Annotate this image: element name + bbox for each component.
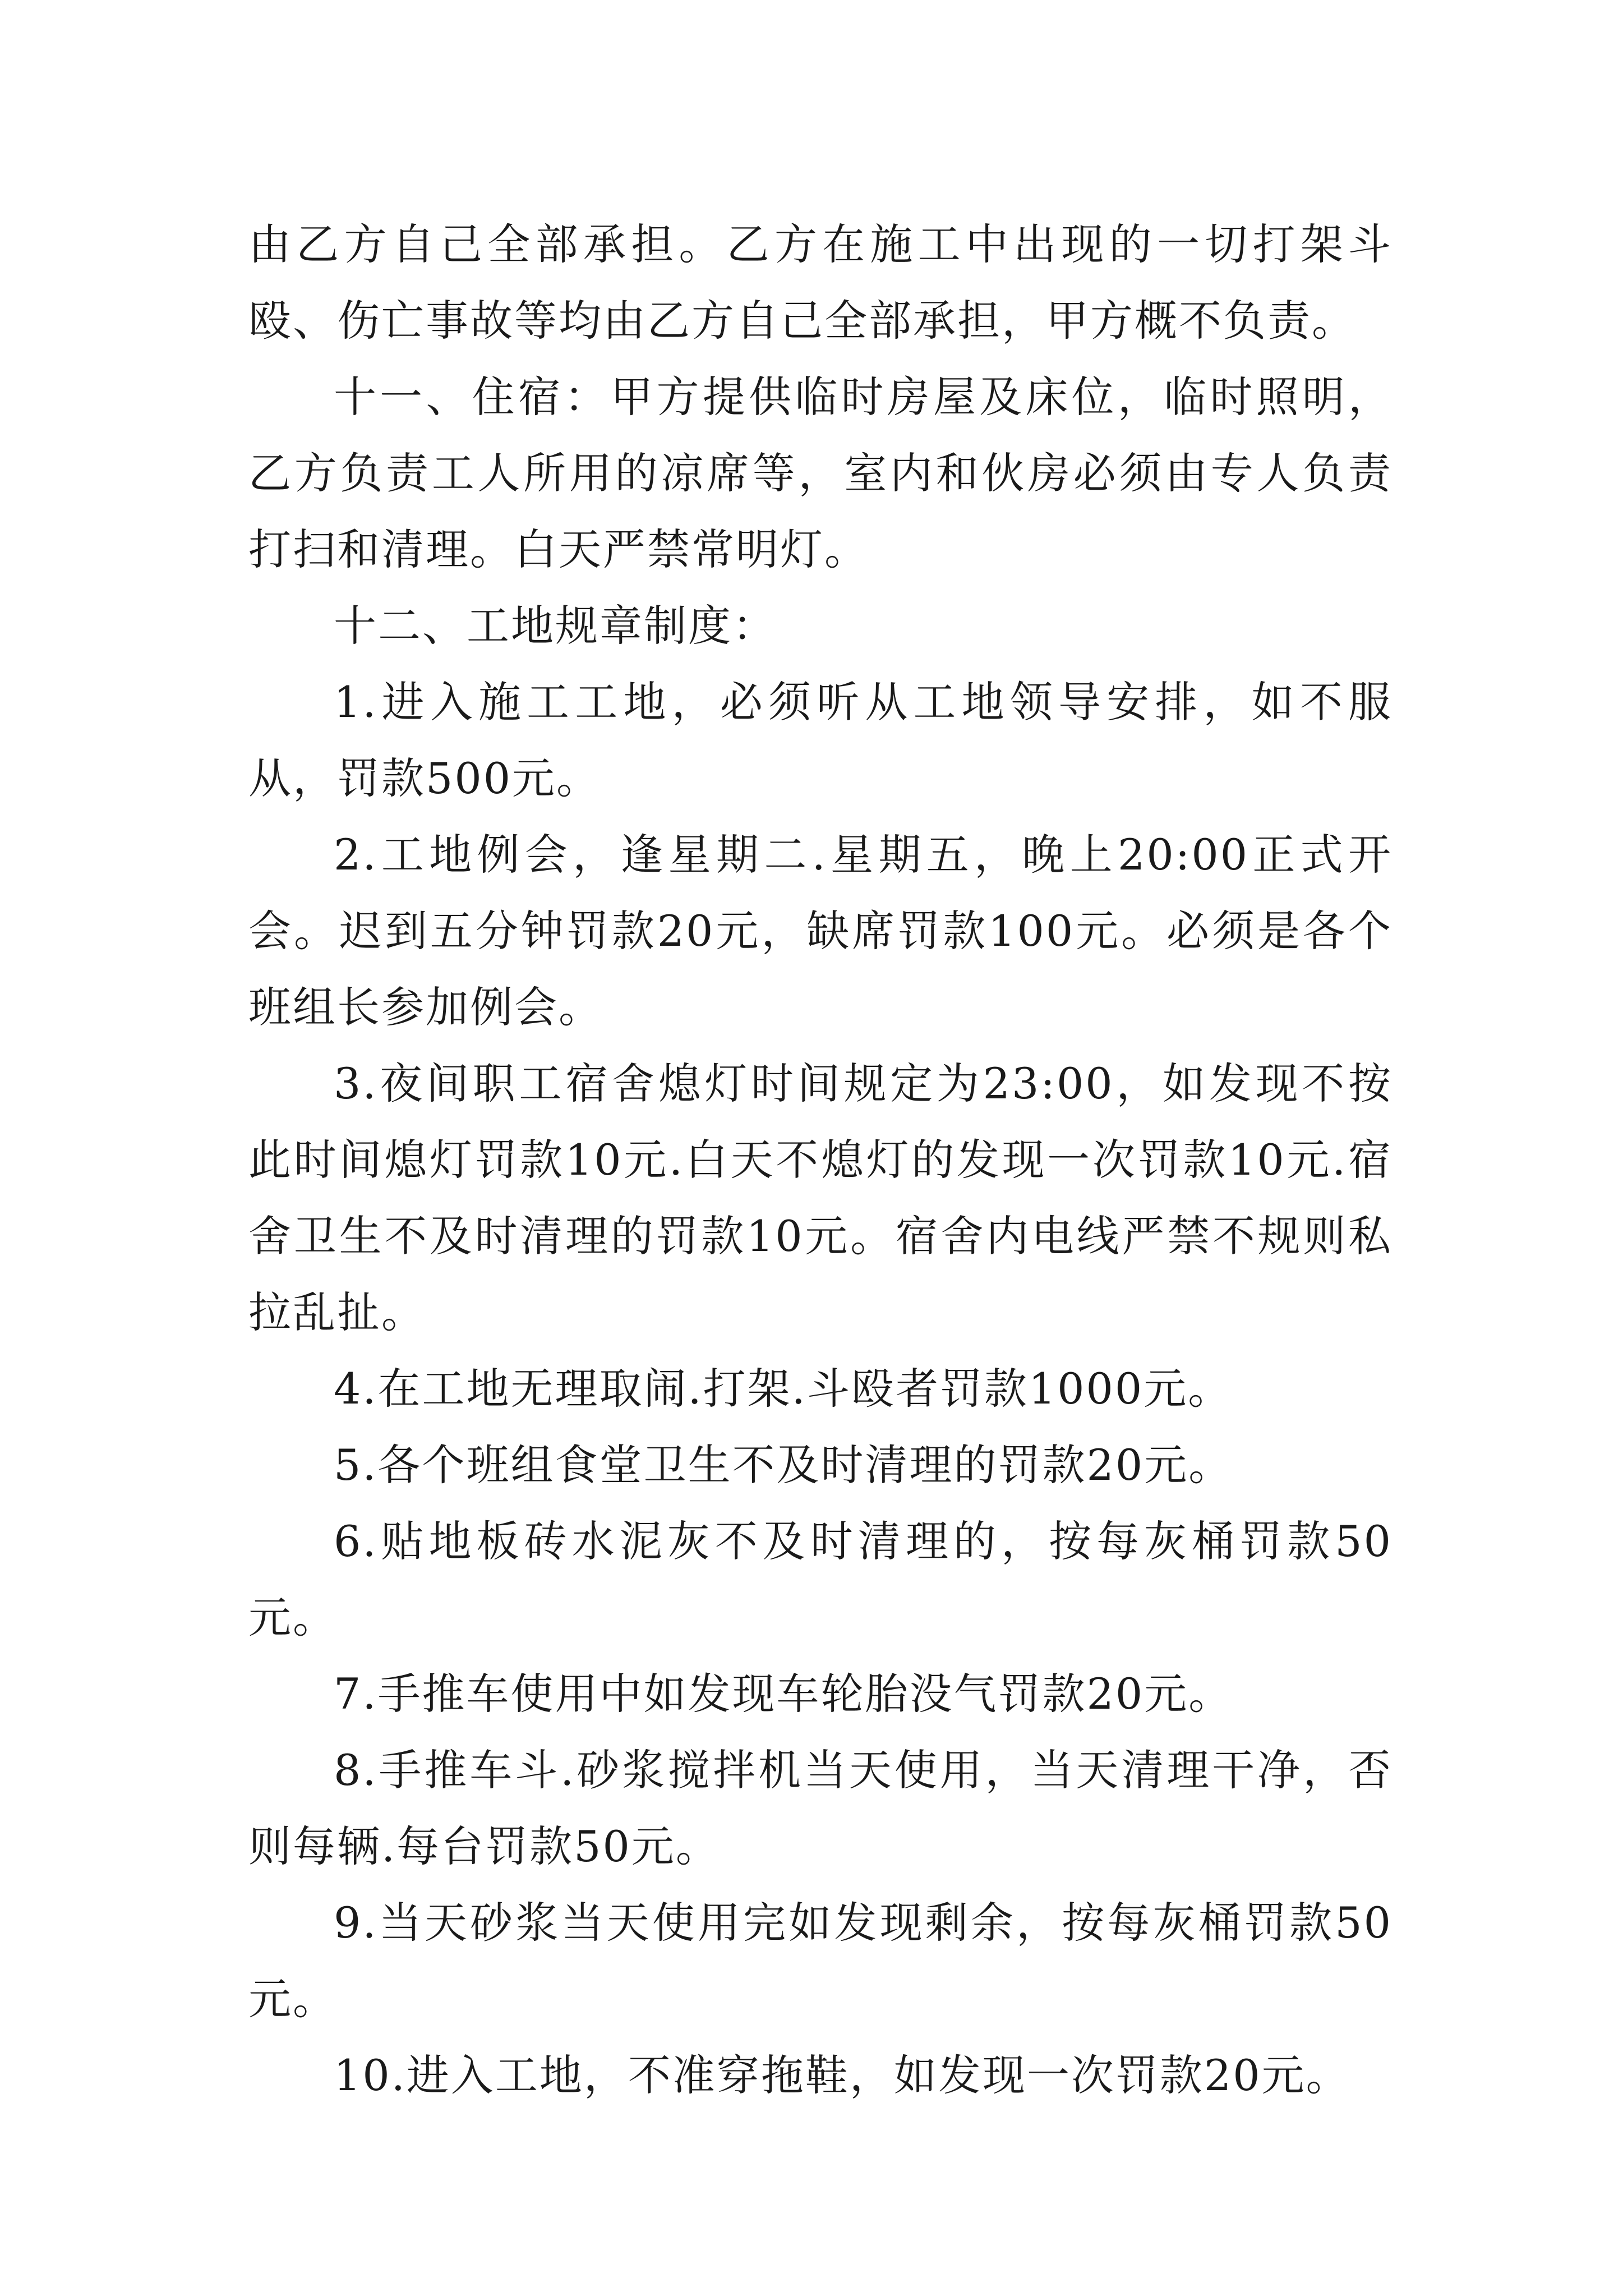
rule-item-8: 8.手推车斗.砂浆搅拌机当天使用，当天清理干净，否则每辆.每台罚款50元。: [248, 1745, 1393, 1871]
paragraph-continuation: 由乙方自己全部承担。乙方在施工中出现的一切打架斗殴、伤亡事故等均由乙方自己全部承担，甲方概不负责。: [248, 219, 1393, 346]
paragraph-site-rules-heading: 十二、工地规章制度：: [334, 601, 777, 651]
rule-item-10: 10.进入工地，不准穿拖鞋，如发现一次罚款20元。: [334, 2050, 1350, 2100]
document-body: [248, 206, 1393, 2114]
rule-item-2: 2.工地例会，逢星期二.星期五，晚上20:00正式开会。迟到五分钟罚款20元，缺席罚款100元。必须是各个班组长参加例会。: [248, 830, 1393, 1032]
rule-item-1: 1.进入施工工地，必须听从工地领导安排，如不服从，罚款500元。: [248, 677, 1393, 803]
rule-item-4: 4.在工地无理取闹.打架.斗殴者罚款1000元。: [334, 1364, 1233, 1414]
rule-item-7: 7.手推车使用中如发现车轮胎没气罚款20元。: [334, 1669, 1233, 1719]
rule-item-3: 3.夜间职工宿舍熄灯时间规定为23:00，如发现不按此时间熄灯罚款10元.白天不熄灯的发现一次罚款10元.宿舍卫生不及时清理的罚款10元。宿舍内电线严禁不规则私拉乱扯。: [248, 1059, 1393, 1337]
rule-item-6: 6.贴地板砖水泥灰不及时清理的，按每灰桶罚款50元。: [248, 1516, 1393, 1642]
rule-item-9: 9.当天砂浆当天使用完如发现剩余，按每灰桶罚款50元。: [248, 1898, 1393, 2024]
paragraph-accommodation: 十一、住宿：甲方提供临时房屋及床位，临时照明，乙方负责工人所用的凉席等，室内和伙房必须由专人负责打扫和清理。白天严禁常明灯。: [248, 372, 1393, 574]
rule-item-5: 5.各个班组食堂卫生不及时清理的罚款20元。: [334, 1440, 1233, 1490]
